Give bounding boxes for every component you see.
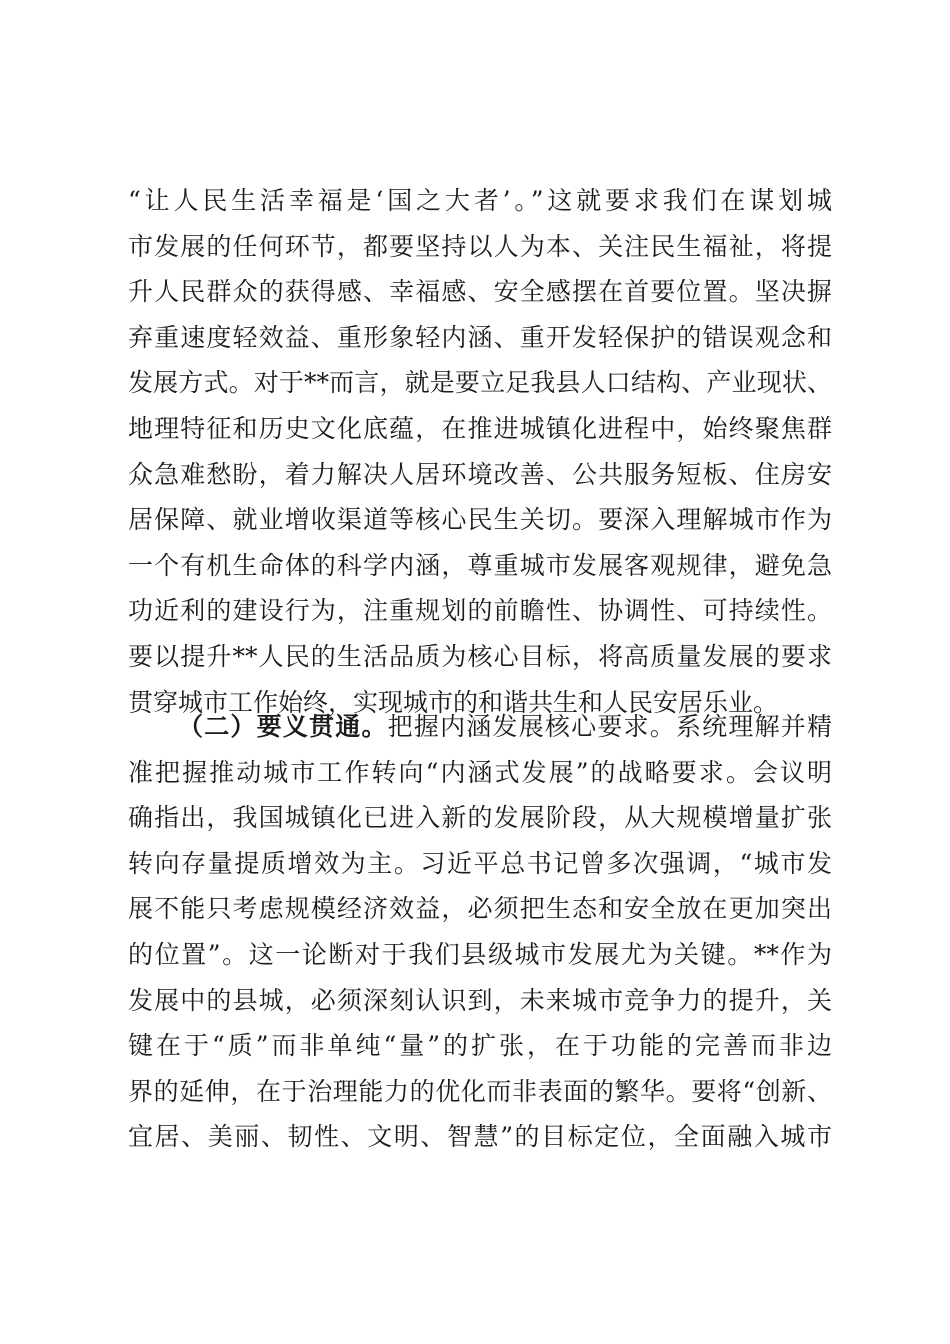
text-line: “让人民生活幸福是‘国之大者’。”这就要求我们在谋划城	[128, 186, 832, 215]
text-line: 发展方式。对于**而言，就是要立足我县人口结构、产业现状、	[128, 368, 832, 398]
text-line: 弃重速度轻效益、重形象轻内涵、重开发轻保护的错误观念和	[128, 322, 832, 352]
text-line: 众急难愁盼，着力解决人居环境改善、公共服务短板、住房安	[128, 459, 832, 489]
text-line: 地理特征和历史文化底蕴，在推进城镇化进程中，始终聚焦群	[128, 413, 832, 443]
text-line: 界的延伸，在于治理能力的优化而非表面的繁华。要将“创新、	[128, 1076, 832, 1106]
text-line: 市发展的任何环节，都要坚持以人为本、关注民生福祉，将提	[128, 231, 832, 261]
text-line: 的位置”。这一论断对于我们县级城市发展尤为关键。**作为	[128, 939, 832, 969]
text-line: 要以提升**人民的生活品质为核心目标，将高质量发展的要求	[128, 641, 832, 671]
text-line: 升人民群众的获得感、幸福感、安全感摆在首要位置。坚决摒	[128, 277, 832, 307]
text-line: 键在于“质”而非单纯“量”的扩张，在于功能的完善而非边	[128, 1031, 832, 1061]
text-line: 展不能只考虑规模经济效益，必须把生态和安全放在更加突出	[128, 894, 832, 924]
text-line: 宜居、美丽、韧性、文明、智慧”的目标定位，全面融入城市	[128, 1122, 832, 1152]
text-line: 发展中的县城，必须深刻认识到，未来城市竞争力的提升，关	[128, 985, 832, 1015]
text-line: 确指出，我国城镇化已进入新的发展阶段，从大规模增量扩张	[128, 803, 832, 833]
text-line: 转向存量提质增效为主。习近平总书记曾多次强调，“城市发	[128, 848, 832, 878]
text-line: 准把握推动城市工作转向“内涵式发展”的战略要求。会议明	[128, 757, 832, 787]
text-line: 功近利的建设行为，注重规划的前瞻性、协调性、可持续性。	[128, 596, 832, 626]
section-heading: （二）要义贯通。	[178, 712, 388, 741]
text-line: 一个有机生命体的科学内涵，尊重城市发展客观规律，避免急	[128, 550, 832, 580]
section-first-line	[128, 704, 832, 750]
text-line: 居保障、就业增收渠道等核心民生关切。要深入理解城市作为	[128, 505, 832, 535]
section-first-line-text: 把握内涵发展核心要求。系统理解并精	[387, 712, 832, 741]
text-line: 贯穿城市工作始终，实现城市的和谐共生和人民安居乐业。	[128, 687, 779, 717]
paragraph-people-centered	[128, 178, 832, 725]
paragraph-section-two	[128, 704, 832, 1160]
